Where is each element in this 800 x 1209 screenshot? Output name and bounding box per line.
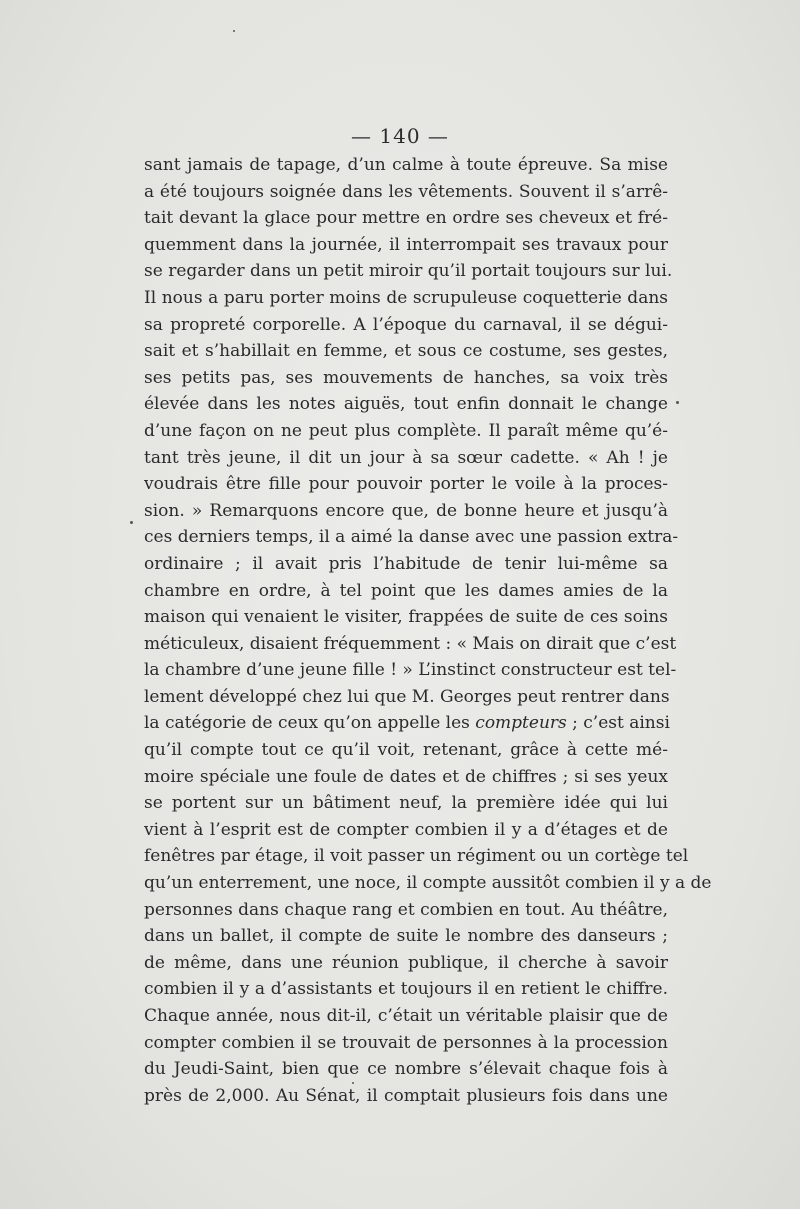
text-line: près de 2,000. Au Sénat, il comptait plusieurs fois dans une — [144, 1085, 668, 1106]
paper-speck — [676, 401, 679, 404]
page-number: — 140 — — [351, 124, 449, 148]
text-line: élevée dans les notes aiguës, tout enfin donnait le change — [144, 394, 668, 415]
text-line: combien il y a d’assistants et toujours il en retient le chiffre. — [144, 979, 668, 1000]
text-line: qu’un enterrement, une noce, il compte aussitôt combien il y a de — [144, 873, 712, 894]
text-line: quemment dans la journée, il interrompait ses travaux pour — [144, 234, 668, 255]
text-line: se regarder dans un petit miroir qu’il portait toujours sur lui. — [144, 261, 673, 282]
text-line: moire spéciale une foule de dates et de chiffres ; si ses yeux — [144, 766, 668, 787]
text-line: sion. » Remarquons encore que, de bonne heure et jusqu’à — [144, 500, 668, 521]
paper-speck — [233, 30, 235, 32]
paper-speck — [130, 521, 133, 524]
italic-line-after: ; c’est ainsi — [566, 713, 670, 734]
text-line: sa propreté corporelle. A l’époque du carnaval, il se dégui- — [144, 314, 668, 335]
text-line: ces derniers temps, il a aimé la danse avec une passion extra- — [144, 527, 679, 548]
text-line: voudrais être fille pour pouvoir porter le voile à la proces- — [144, 474, 668, 495]
italic-line-before: la catégorie de ceux qu’on appelle les — [144, 713, 476, 734]
body-text — [144, 152, 712, 1109]
text-line: fenêtres par étage, il voit passer un régiment ou un cortège tel — [144, 846, 689, 867]
text-line: se portent sur un bâtiment neuf, la première idée qui lui — [144, 793, 668, 814]
text-line: ordinaire ; il avait pris l’habitude de tenir lui-même sa — [144, 553, 668, 574]
text-line: maison qui venaient le visiter, frappées de suite de ces soins — [144, 607, 668, 628]
text-line: a été toujours soignée dans les vêtements. Souvent il s’arrê- — [144, 181, 668, 202]
text-line: qu’il compte tout ce qu’il voit, retenant, grâce à cette mé- — [144, 740, 668, 761]
text-line: tait devant la glace pour mettre en ordre ses cheveux et fré- — [144, 208, 668, 229]
text-line: d’une façon on ne peut plus complète. Il paraît même qu’é- — [144, 420, 668, 441]
text-line: vient à l’esprit est de compter combien il y a d’étages et de — [144, 819, 668, 840]
text-line: lement développé chez lui que M. Georges peut rentrer dans — [144, 686, 670, 707]
text-line: sait et s’habillait en femme, et sous ce costume, ses gestes, — [144, 341, 668, 362]
text-line: méticuleux, disaient fréquemment : « Mais on dirait que c’est — [144, 633, 677, 654]
text-line: dans un ballet, il compte de suite le nombre des danseurs ; — [144, 926, 668, 947]
text-line: sant jamais de tapage, d’un calme à toute épreuve. Sa mise — [144, 155, 668, 175]
text-line: tant très jeune, il dit un jour à sa sœur cadette. « Ah ! je — [144, 447, 668, 468]
text-line: Il nous a paru porter moins de scrupuleuse coquetterie dans — [144, 287, 668, 308]
paper-speck — [352, 1082, 354, 1084]
text-line-with-italic — [144, 710, 668, 737]
text-line: chambre en ordre, à tel point que les dames amies de la — [144, 580, 668, 601]
text-line: la chambre d’une jeune fille ! » L’instinct constructeur est tel- — [144, 660, 677, 681]
text-line: personnes dans chaque rang et combien en tout. Au théâtre, — [144, 899, 668, 920]
text-line: Chaque année, nous dit-il, c’était un véritable plaisir que de — [144, 1006, 668, 1026]
text-line: du Jeudi-Saint, bien que ce nombre s’élevait chaque fois à — [144, 1059, 668, 1080]
text-line: ses petits pas, ses mouvements de hanches, sa voix très — [144, 367, 668, 388]
text-line: compter combien il se trouvait de personnes à la procession — [144, 1032, 668, 1053]
text-line: de même, dans une réunion publique, il cherche à savoir — [144, 952, 668, 973]
italic-word-compteurs: compteurs — [475, 713, 567, 734]
